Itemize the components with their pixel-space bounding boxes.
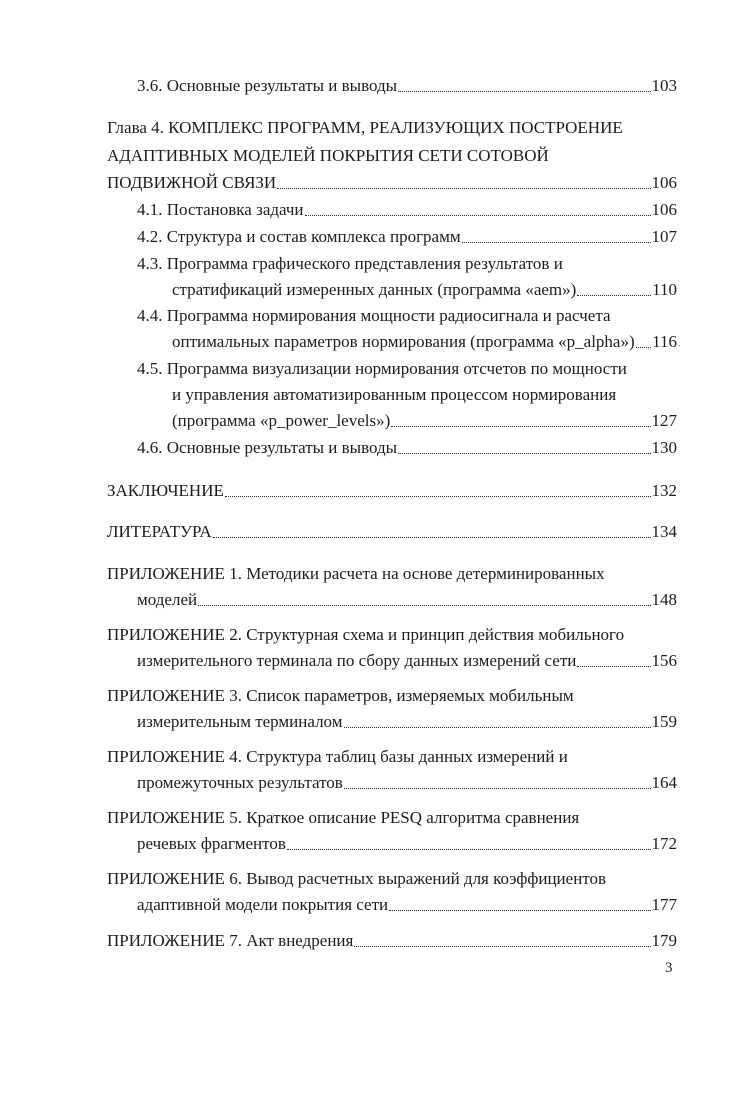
toc-entry-4-3-line1: 4.3. Программа графического представления результатов и [137, 254, 563, 273]
toc-entry-title: оптимальных параметров нормирования (программа «p_alpha») [172, 332, 635, 351]
toc-entry-conclusion [107, 480, 677, 502]
toc-entry-title: стратификаций измеренных данных (программа «aem») [172, 280, 577, 299]
toc-appendix-5-line1: ПРИЛОЖЕНИЕ 5. Краткое описание PESQ алгоритма сравнения [107, 808, 580, 827]
dot-leader [636, 347, 651, 348]
toc-chapter-4 [107, 172, 677, 194]
toc-entry-4-4 [172, 331, 677, 353]
toc-page-number: 106 [651, 200, 677, 219]
toc-appendix-4-line1: ПРИЛОЖЕНИЕ 4. Структура таблиц базы данных измерений и [107, 747, 568, 766]
toc-page-number: 172 [651, 834, 677, 853]
dot-leader [277, 188, 650, 189]
stray-mark: ˎ [677, 333, 681, 347]
toc-entry-title: промежуточных результатов [137, 773, 343, 792]
toc-entry-title: ПОДВИЖНОЙ СВЯЗИ [107, 173, 277, 192]
toc-entry-title: моделей [137, 590, 198, 609]
toc-entry-4-5-line1: 4.5. Программа визуализации нормирования отсчетов по мощности [137, 359, 627, 378]
toc-entry-4-2 [137, 226, 677, 248]
toc-appendix-3 [137, 711, 677, 733]
toc-page-number: 148 [651, 590, 677, 609]
toc-page-number: 132 [651, 481, 677, 500]
dot-leader [462, 242, 651, 243]
dot-leader [287, 849, 651, 850]
toc-entry-title: 4.1. Постановка задачи [137, 200, 304, 219]
toc-entry-title: адаптивной модели покрытия сети [137, 895, 389, 914]
dot-leader [577, 295, 651, 296]
toc-entry-4-1 [137, 199, 677, 221]
toc-page-number: 116 [652, 332, 677, 351]
dot-leader [225, 496, 651, 497]
toc-chapter-4-line1: Глава 4. КОМПЛЕКС ПРОГРАММ, РЕАЛИЗУЮЩИХ ПОСТРОЕНИЕ [107, 118, 623, 137]
toc-chapter-4-line2: АДАПТИВНЫХ МОДЕЛЕЙ ПОКРЫТИЯ СЕТИ СОТОВОЙ [107, 146, 549, 165]
toc-page-number: 179 [651, 931, 677, 950]
toc-entry-literature [107, 521, 677, 543]
toc-page-number: 164 [651, 773, 677, 792]
toc-page-number: 107 [651, 227, 677, 246]
toc-entry-title: ПРИЛОЖЕНИЕ 7. Акт внедрения [107, 931, 354, 950]
toc-appendix-7 [107, 930, 677, 952]
page-number: 3 [665, 960, 673, 976]
toc-entry-4-3 [172, 279, 677, 301]
toc-entry-title: измерительного терминала по сбору данных измерений сети [137, 651, 577, 670]
toc-page-number: 156 [651, 651, 677, 670]
toc-appendix-2 [137, 650, 677, 672]
toc-appendix-6-line1: ПРИЛОЖЕНИЕ 6. Вывод расчетных выражений для коэффициентов [107, 869, 607, 888]
toc-page-number: 177 [651, 895, 677, 914]
toc-entry-title: 4.6. Основные результаты и выводы [137, 438, 398, 457]
toc-page-number: 103 [651, 76, 677, 95]
dot-leader [213, 537, 651, 538]
toc-entry-3-6 [137, 75, 677, 97]
dot-leader [305, 215, 651, 216]
toc-page-number: 110 [652, 280, 677, 299]
toc-entry-title: 3.6. Основные результаты и выводы [137, 76, 398, 95]
dot-leader [389, 910, 650, 911]
toc-page-number: 106 [651, 173, 677, 192]
toc-page-number: 127 [651, 411, 677, 430]
toc-page-number: 134 [651, 522, 677, 541]
toc-entry-4-5 [172, 410, 677, 432]
toc-entry-title: 4.2. Структура и состав комплекса программ [137, 227, 461, 246]
toc-entry-4-4-line1: 4.4. Программа нормирования мощности радиосигнала и расчета [137, 306, 611, 325]
toc-entry-title: ЗАКЛЮЧЕНИЕ [107, 481, 224, 500]
toc-appendix-4 [137, 772, 677, 794]
toc-appendix-6 [137, 894, 677, 916]
dot-leader [354, 946, 650, 947]
toc-page-number: 130 [651, 438, 677, 457]
dot-leader [398, 91, 650, 92]
toc-entry-title: измерительным терминалом [137, 712, 343, 731]
dot-leader [344, 727, 651, 728]
dot-leader [391, 426, 650, 427]
toc-entry-title: ЛИТЕРАТУРА [107, 522, 212, 541]
toc-appendix-3-line1: ПРИЛОЖЕНИЕ 3. Список параметров, измеряемых мобильным [107, 686, 574, 705]
toc-entry-4-5-line2: и управления автоматизированным процессом нормирования [172, 385, 617, 404]
toc-page-number: 159 [651, 712, 677, 731]
toc-appendix-1 [137, 589, 677, 611]
toc-entry-title: (программа «p_power_levels») [172, 411, 391, 430]
toc-entry-4-6 [137, 437, 677, 459]
toc-appendix-2-line1: ПРИЛОЖЕНИЕ 2. Структурная схема и принцип действия мобильного [107, 625, 625, 644]
toc-appendix-5 [137, 833, 677, 855]
toc-entry-title: речевых фрагментов [137, 834, 286, 853]
dot-leader [398, 453, 650, 454]
toc-appendix-1-line1: ПРИЛОЖЕНИЕ 1. Методики расчета на основе детерминированных [107, 564, 605, 583]
dot-leader [577, 666, 650, 667]
dot-leader [198, 605, 650, 606]
dot-leader [344, 788, 651, 789]
